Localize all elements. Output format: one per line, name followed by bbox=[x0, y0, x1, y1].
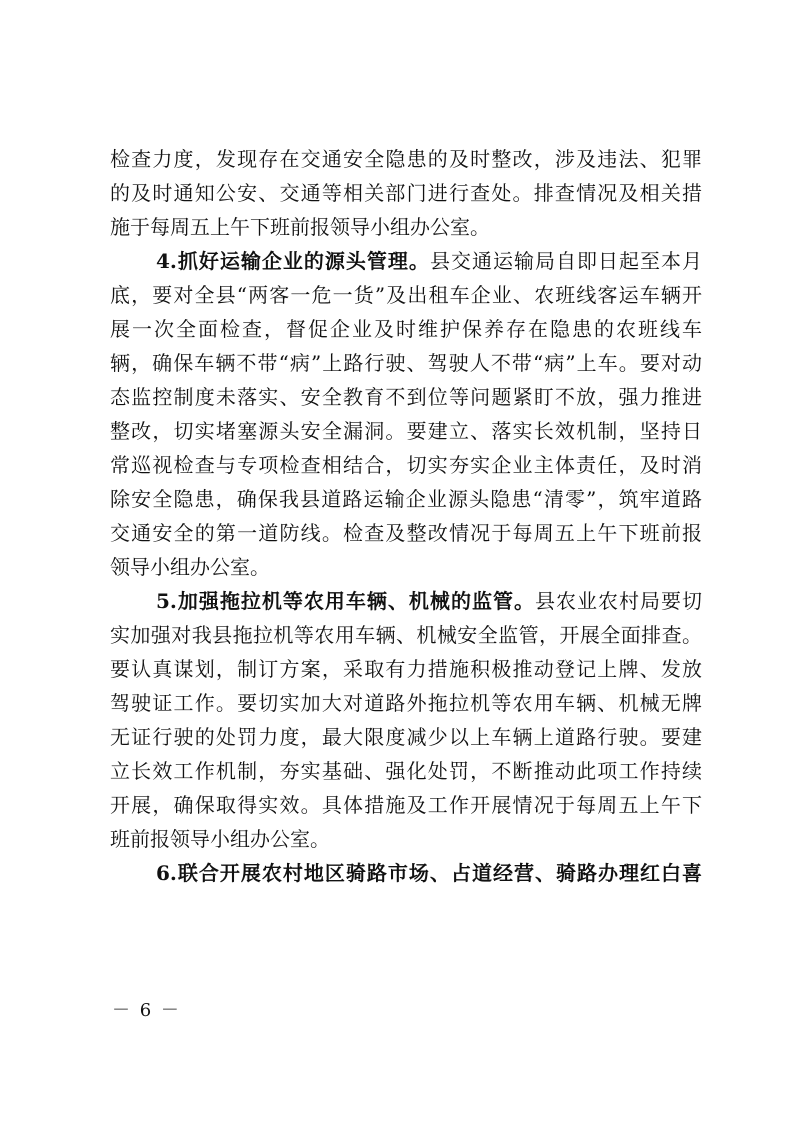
text-line: 要认真谋划，制订方案，采取有力措施积极推动登记上牌、发放 bbox=[110, 657, 702, 681]
text-line: 立长效工作机制，夯实基础、强化处罚，不断推动此项工作持续 bbox=[110, 759, 702, 783]
text-line: 检查力度，发现存在交通安全隐患的及时整改，涉及违法、犯罪 bbox=[110, 147, 702, 171]
paragraph-continuation bbox=[110, 142, 702, 244]
text-line: 施于每周五上午下班前报领导小组办公室。 bbox=[110, 215, 490, 239]
text-line: 整改，切实堵塞源头安全漏洞。要建立、落实长效机制，坚持日 bbox=[110, 419, 702, 443]
text-line: 的及时通知公安、交通等相关部门进行查处。排查情况及相关措 bbox=[110, 181, 702, 205]
text-line: 交通安全的第一道防线。检查及整改情况于每周五上午下班前报 bbox=[110, 521, 702, 545]
text-line: 领导小组办公室。 bbox=[110, 555, 270, 579]
document-page bbox=[110, 142, 702, 890]
text-line: 底，要对全县“两客一危一货”及出租车企业、农班线客运车辆开 bbox=[110, 283, 702, 307]
section-6-paragraph bbox=[110, 856, 702, 890]
section-5-heading: 5.加强拖拉机等农用车辆、机械的监管。 bbox=[156, 589, 535, 613]
section-4-heading: 4.抓好运输企业的源头管理。 bbox=[156, 249, 430, 273]
section-4-paragraph bbox=[110, 244, 702, 584]
text-line bbox=[110, 856, 702, 890]
text-line: 态监控制度未落实、安全教育不到位等问题紧盯不放，强力推进 bbox=[110, 385, 702, 409]
text-line: 展一次全面检查，督促企业及时维护保养存在隐患的农班线车 bbox=[110, 317, 702, 341]
text-line: 班前报领导小组办公室。 bbox=[110, 827, 330, 851]
text-line: 无证行驶的处罚力度，最大限度减少以上车辆上道路行驶。要建 bbox=[110, 725, 702, 749]
text-line: 开展，确保取得实效。具体措施及工作开展情况于每周五上午下 bbox=[110, 793, 702, 817]
text-line: 常巡视检查与专项检查相结合，切实夯实企业主体责任，及时消 bbox=[110, 453, 702, 477]
text-line bbox=[110, 584, 702, 618]
text-line: 实加强对我县拖拉机等农用车辆、机械安全监管，开展全面排查。 bbox=[110, 623, 702, 647]
text-line: 除安全隐患，确保我县道路运输企业源头隐患“清零”，筑牢道路 bbox=[110, 487, 702, 511]
text-line: 辆，确保车辆不带“病”上路行驶、驾驶人不带“病”上车。要对动 bbox=[110, 351, 702, 375]
section-4-first-line-text: 县交通运输局自即日起至本月 bbox=[429, 249, 702, 273]
section-6-heading: 6.联合开展农村地区骑路市场、占道经营、骑路办理红白喜 bbox=[156, 861, 702, 885]
section-5-paragraph bbox=[110, 584, 702, 856]
page-number: － 6 － bbox=[112, 1000, 181, 1021]
section-5-first-line-text: 县农业农村局要切 bbox=[534, 589, 702, 613]
text-line bbox=[110, 244, 702, 278]
text-line: 驾驶证工作。要切实加大对道路外拖拉机等农用车辆、机械无牌 bbox=[110, 691, 702, 715]
